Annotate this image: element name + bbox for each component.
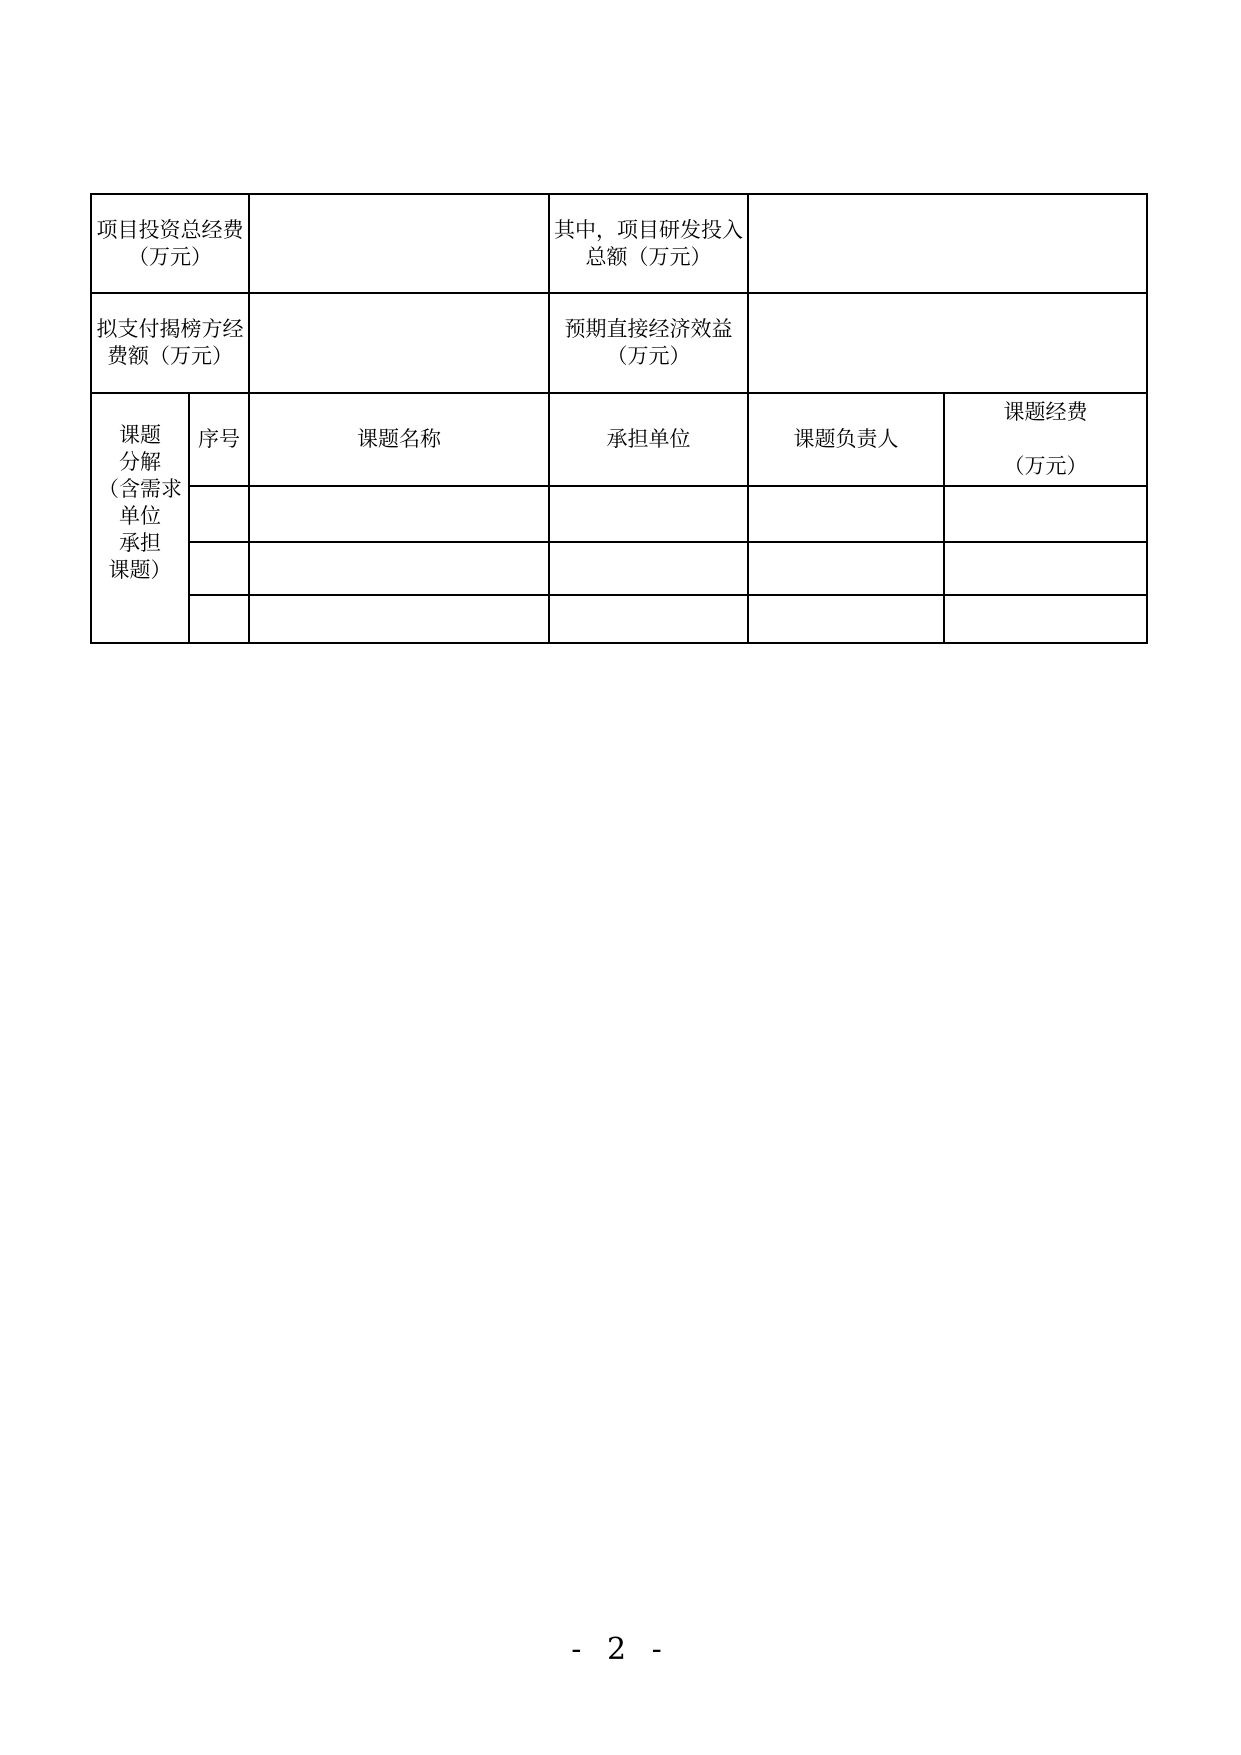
solver-payment-value-cell[interactable] [250, 294, 548, 392]
table-row-3-leader[interactable] [749, 596, 943, 642]
rd-investment-label: 其中，项目研发投入 总额（万元） [554, 217, 743, 269]
column-header-topic-funding: 课题经费 （万元） [1003, 400, 1088, 478]
subtopic-section-label: 课题 分解 （含需求 单位 承担 课题） [98, 423, 182, 582]
table-border-right [1146, 193, 1148, 644]
solver-payment-label: 拟支付揭榜方经 费额（万元） [96, 317, 244, 368]
table-row-3-funding[interactable] [945, 596, 1146, 642]
total-investment-label: 项目投资总经费 （万元） [96, 217, 244, 269]
table-row-2-leader[interactable] [749, 543, 943, 594]
column-header-topic-leader: 课题负责人 [793, 427, 899, 451]
table-row-1-leader[interactable] [749, 487, 943, 541]
column-header-undertaking-unit: 承担单位 [606, 427, 691, 451]
economic-benefit-label-cell [550, 294, 747, 392]
table-row-2-funding[interactable] [945, 543, 1146, 594]
economic-benefit-label: 预期直接经济效益 （万元） [564, 317, 733, 368]
page-number: - 2 - [571, 1632, 670, 1667]
rd-investment-value-cell[interactable] [749, 195, 1146, 292]
subtopic-section-label-cell [92, 394, 188, 642]
table-row-1-funding[interactable] [945, 487, 1146, 541]
table-row-3-unit[interactable] [550, 596, 747, 642]
table-row-1-unit[interactable] [550, 487, 747, 541]
table-row-2-unit[interactable] [550, 543, 747, 594]
table-row-3-index[interactable] [190, 596, 248, 642]
table-row-2-index[interactable] [190, 543, 248, 594]
total-investment-value-cell[interactable] [250, 195, 548, 292]
table-row-3-topic-name[interactable] [250, 596, 548, 642]
total-investment-label-cell [92, 195, 248, 292]
table-row-1-topic-name[interactable] [250, 487, 548, 541]
solver-payment-label-cell [92, 294, 248, 392]
table-row-1-index[interactable] [190, 487, 248, 541]
column-header-index: 序号 [198, 427, 240, 451]
column-header-topic-name: 课题名称 [357, 427, 441, 451]
rd-investment-label-cell [550, 195, 747, 292]
economic-benefit-value-cell[interactable] [749, 294, 1146, 392]
table-row-2-topic-name[interactable] [250, 543, 548, 594]
